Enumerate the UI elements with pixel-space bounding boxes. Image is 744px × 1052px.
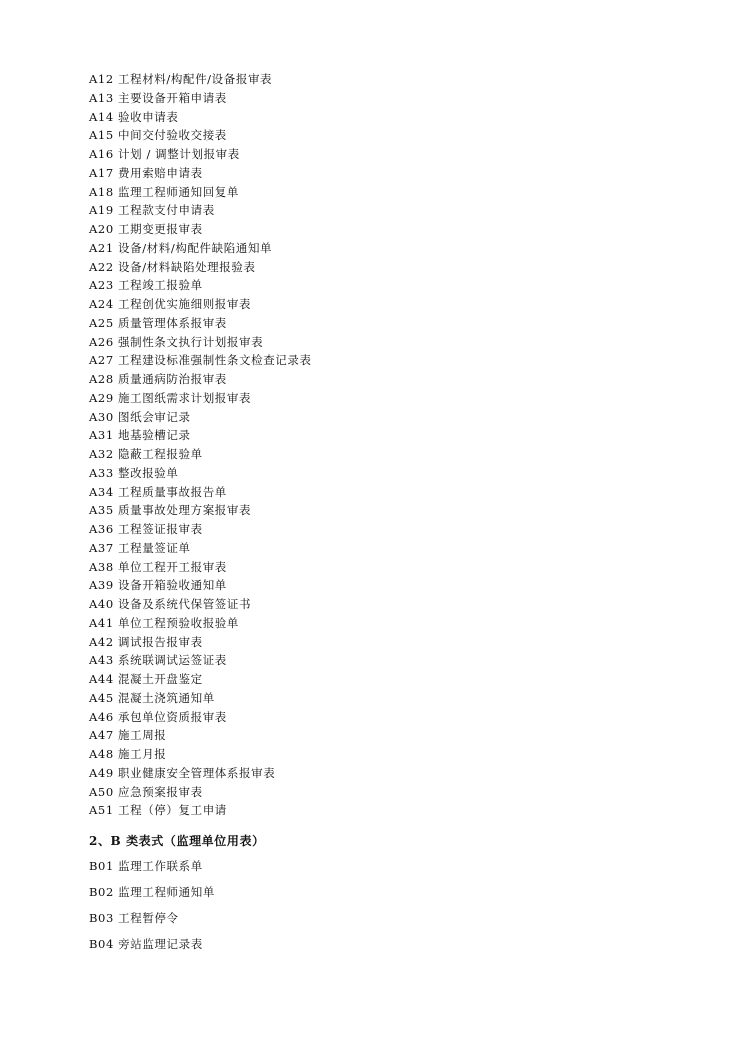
list-item: A44 混凝土开盘鉴定	[89, 672, 203, 686]
list-item: B04 旁站监理记录表	[89, 937, 203, 951]
list-item: A15 中间交付验收交接表	[89, 128, 227, 143]
list-item: A30 图纸会审记录	[89, 409, 191, 424]
list-item: A45 混凝土浇筑通知单	[89, 690, 215, 705]
list-item: A14 验收申请表	[89, 109, 179, 124]
list-item: A17 费用索赔申请表	[89, 165, 203, 180]
list-item: A18 监理工程师通知回复单	[89, 184, 239, 199]
list-item: A46 承包单位资质报审表	[89, 709, 227, 724]
list-item: A41 单位工程预验收报验单	[89, 615, 239, 630]
list-item: A36 工程签证报审表	[89, 522, 203, 536]
list-item: A35 质量事故处理方案报审表	[89, 503, 252, 518]
list-item: A27 工程建设标准强制性条文检查记录表	[89, 353, 312, 368]
list-item: A16 计划 / 调整计划报审表	[89, 147, 240, 161]
list-item: A24 工程创优实施细则报审表	[89, 297, 252, 311]
list-item: A25 质量管理体系报审表	[89, 315, 227, 330]
list-item: A31 地基验槽记录	[89, 428, 191, 443]
list-item: A39 设备开箱验收通知单	[89, 578, 227, 593]
list-item: B02 监理工程师通知单	[89, 885, 215, 899]
list-item: A42 调试报告报审表	[89, 634, 203, 649]
list-item: A34 工程质量事故报告单	[89, 484, 227, 499]
list-item: A40 设备及系统代保管签证书	[89, 597, 252, 611]
list-item: A20 工期变更报审表	[89, 222, 203, 236]
list-item: A29 施工图纸需求计划报审表	[89, 390, 252, 405]
list-item: A49 职业健康安全管理体系报审表	[89, 765, 276, 780]
section-heading: 2、B 类表式（监理单位用表）	[89, 834, 265, 848]
list-item: B01 监理工作联系单	[89, 859, 203, 873]
list-item: A21 设备/材料/构配件缺陷通知单	[89, 240, 273, 255]
list-item: A32 隐蔽工程报验单	[89, 447, 203, 461]
list-item: A23 工程竣工报验单	[89, 278, 203, 293]
list-item: A19 工程款支付申请表	[89, 203, 215, 218]
list-item: A33 整改报验单	[89, 465, 179, 480]
list-item: A22 设备/材料缺陷处理报验表	[89, 259, 256, 274]
list-item: A12 工程材料/构配件/设备报审表	[89, 72, 273, 86]
list-item: A51 工程（停）复工申请	[89, 803, 227, 818]
list-item: A43 系统联调试运签证表	[89, 653, 227, 668]
list-item: A26 强制性条文执行计划报审表	[89, 334, 264, 349]
list-item: A13 主要设备开箱申请表	[89, 90, 227, 105]
list-item: A50 应急预案报审表	[89, 784, 203, 799]
list-item: B03 工程暂停令	[89, 911, 179, 925]
list-item: A38 单位工程开工报审表	[89, 559, 227, 574]
list-item: A47 施工周报	[89, 728, 167, 743]
list-item: A37 工程量签证单	[89, 540, 191, 555]
a-forms-list	[89, 70, 312, 820]
b-forms-list	[89, 856, 215, 960]
list-item: A48 施工月报	[89, 747, 167, 761]
list-item: A28 质量通病防治报审表	[89, 372, 227, 386]
